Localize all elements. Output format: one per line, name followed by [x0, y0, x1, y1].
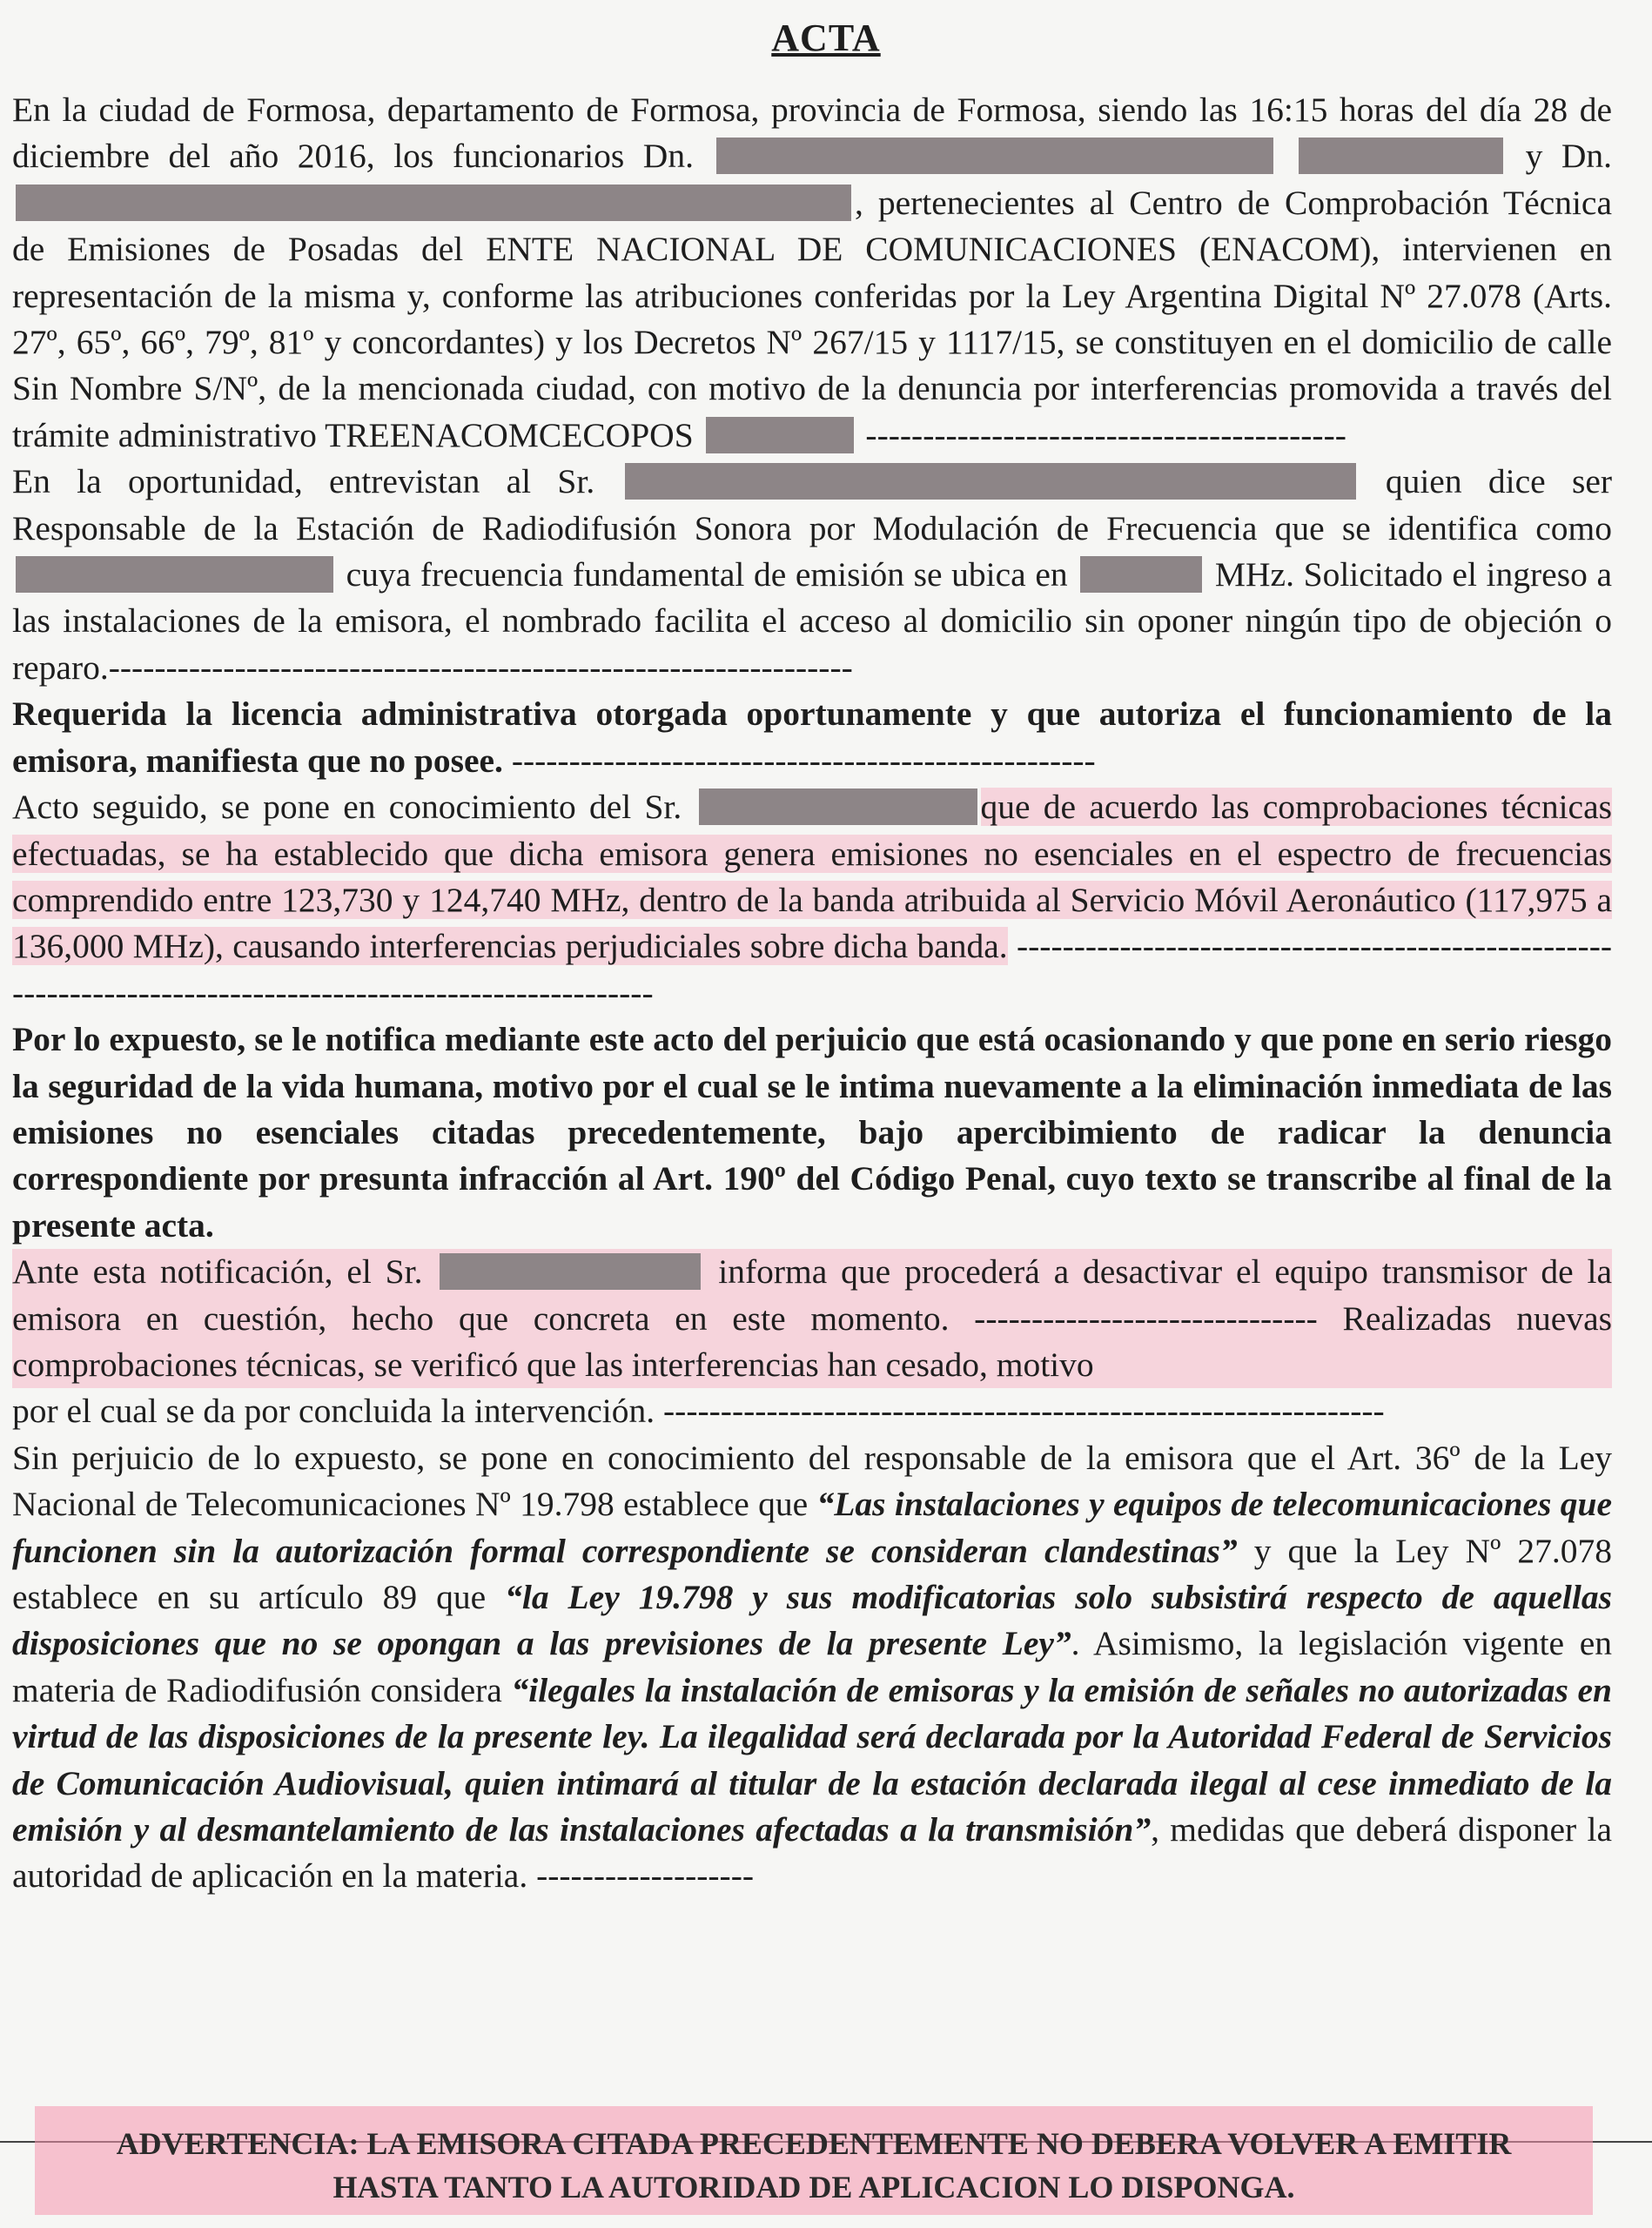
paragraph-text: Por lo expuesto, se le notifica mediante este acto del perjuicio que está ocasionando y que pone en serio riesgo la seguridad de la vida humana, motivo por el cual se le intima nuevamente a la eliminación inmediata de las emisiones no esenciales citadas precedentemente, bajo apercibimiento de radicar la denuncia correspondiente por presunta infracción al Art. 190º del Código Penal, cuyo texto se transcribe al final de la presente acta.	[12, 1020, 1612, 1245]
paragraph-text: , pertenecientes al Centro de Comprobación Técnica de Emisiones de Posadas del ENTE NACIONAL DE COMUNICACIONES (ENACOM), intervienen en representación de la misma y, conforme las atribuciones conferidas por la Ley Argentina Digital Nº 27.078 (Arts. 27º, 65º, 66º, 79º, 81º y concordantes) y los Decretos Nº 267/15 y 1117/15, se constituyen en el domicilio de calle Sin Nombre S/Nº, de la mencionada ciudad, con motivo de la denuncia por interferencias promovida a través del trámite administrativo TREENACOMCECOPOS	[12, 183, 1612, 454]
paragraph-text: Ante esta notificación, el Sr.	[12, 1252, 423, 1292]
paragraph-text: cuya frecuencia fundamental de emisión se ubica en	[346, 555, 1068, 594]
legal-quote: “ilegales la instalación de emisoras y la emisión de señales no autorizadas en virtud de las disposiciones de la presente ley. La ilegalidad será declarada por la Autoridad Federal de Servicios de Comunicación Audiovisual, quien intimará al titular de la estación declarada ilegal al cese inmediato de la emisión y al desmantelamiento de las instalaciones afectadas a la transmisión”	[12, 1670, 1612, 1849]
paragraph-text: Sin perjuicio de lo expuesto, se pone en conocimiento del responsable de la emisora que el Art. 36º de la Ley Nacional de Telecomunicaciones Nº 19.798 establece que	[12, 1438, 1612, 1524]
redaction-block	[16, 185, 851, 221]
redaction-block	[1299, 138, 1503, 174]
dash-filler: -----------------------------------------------------------------	[108, 648, 853, 687]
warning-line-1: ADVERTENCIA: LA EMISORA CITADA PRECEDENTEMENTE NO DEBERA VOLVER A EMITIR	[116, 2126, 1512, 2161]
paragraph-text: Realizadas nuevas comprobaciones técnicas, se verificó que las interferencias han cesado, motivo	[12, 1299, 1612, 1384]
paragraph-text: Requerida la licencia administrativa otorgada oportunamente y que autoriza el funcionamiento de la emisora, manifiesta que no posee.	[12, 695, 1612, 780]
document-body	[12, 87, 1612, 1900]
paragraph-text: , medidas que deberá disponer la autoridad de aplicación en la materia.	[12, 1810, 1612, 1896]
paragraph-text: informa que procederá a desactivar el equipo transmisor de la emisora en cuestión, hecho que concreta en este momento.	[12, 1252, 1613, 1338]
paragraph-findings	[12, 784, 1612, 1017]
legal-quote: “Las instalaciones y equipos de telecomunicaciones que funcionen sin la autorización formal correspondiente se consideran clandestinas”	[12, 1485, 1612, 1570]
dash-filler: ---------------------------------------------------	[511, 741, 1096, 780]
dash-filler: ------------------------------	[974, 1299, 1318, 1338]
paragraph-intro	[12, 87, 1612, 459]
redaction-block	[1080, 556, 1202, 593]
warning-box	[35, 2106, 1593, 2215]
paragraph-text: En la ciudad de Formosa, departamento de Formosa, provincia de Formosa, siendo las 16:15 horas del día 28 de diciembre del año 2016, los funcionarios Dn.	[12, 91, 1612, 176]
dash-filler: ------------------------------------------------------------------------------------------------------------	[12, 927, 1612, 1012]
document-title: ACTA	[771, 17, 881, 59]
redaction-block	[16, 556, 333, 593]
paragraph-conclusion	[12, 1388, 1612, 1434]
legal-quote: “la Ley 19.798 y sus modificatorias solo subsistirá respecto de aquellas disposiciones que no se opongan a las previsiones de la presente Ley”	[12, 1578, 1612, 1663]
paragraph-text: Acto seguido, se pone en conocimiento del Sr.	[12, 788, 682, 827]
paragraph-notification	[12, 1017, 1612, 1249]
redaction-block	[440, 1253, 701, 1290]
paragraph-text: . Asimismo, la legislación vigente en materia de Radiodifusión considera	[12, 1624, 1612, 1709]
paragraph-license	[12, 691, 1612, 784]
paragraph-text: MHz. Solicitado el ingreso a las instalaciones de la emisora, el nombrado facilita el acceso al domicilio sin oponer ningún tipo de objeción o reparo.	[12, 555, 1613, 687]
dash-filler: -------------------	[536, 1856, 755, 1896]
redaction-block	[699, 789, 977, 825]
paragraph-legal	[12, 1435, 1612, 1900]
dash-filler: ------------------------------------------	[865, 415, 1346, 454]
paragraph-text: En la oportunidad, entrevistan al Sr.	[12, 462, 595, 501]
warning-line-2: HASTA TANTO LA AUTORIDAD DE APLICACION LO DISPONGA.	[332, 2170, 1295, 2205]
redaction-block	[716, 138, 1273, 174]
paragraph-deactivation	[12, 1249, 1612, 1388]
paragraph-interview	[12, 459, 1612, 691]
redaction-block	[625, 463, 1356, 500]
redaction-block	[706, 417, 854, 453]
paragraph-text: quien dice ser Responsable de la Estación de Radiodifusión Sonora por Modulación de Frecuencia que se identifica como	[12, 462, 1613, 547]
paragraph-text: que de acuerdo las comprobaciones técnicas efectuadas, se ha establecido que dicha emisora genera emisiones no esenciales en el espectro de frecuencias comprendido entre 123,730 y 124,740 MHz, dentro de la banda atribuida al Servicio Móvil Aeronáutico (117,975 a 136,000 MHz), causando interferencias perjudiciales sobre dicha banda.	[12, 788, 1612, 966]
paragraph-text: por el cual se da por concluida la intervención.	[12, 1392, 655, 1431]
paragraph-text: y Dn.	[1525, 137, 1612, 176]
paragraph-text: y que la Ley Nº 27.078 establece en su artículo 89 que	[12, 1531, 1612, 1616]
dash-filler: ---------------------------------------------------------------	[663, 1392, 1385, 1431]
